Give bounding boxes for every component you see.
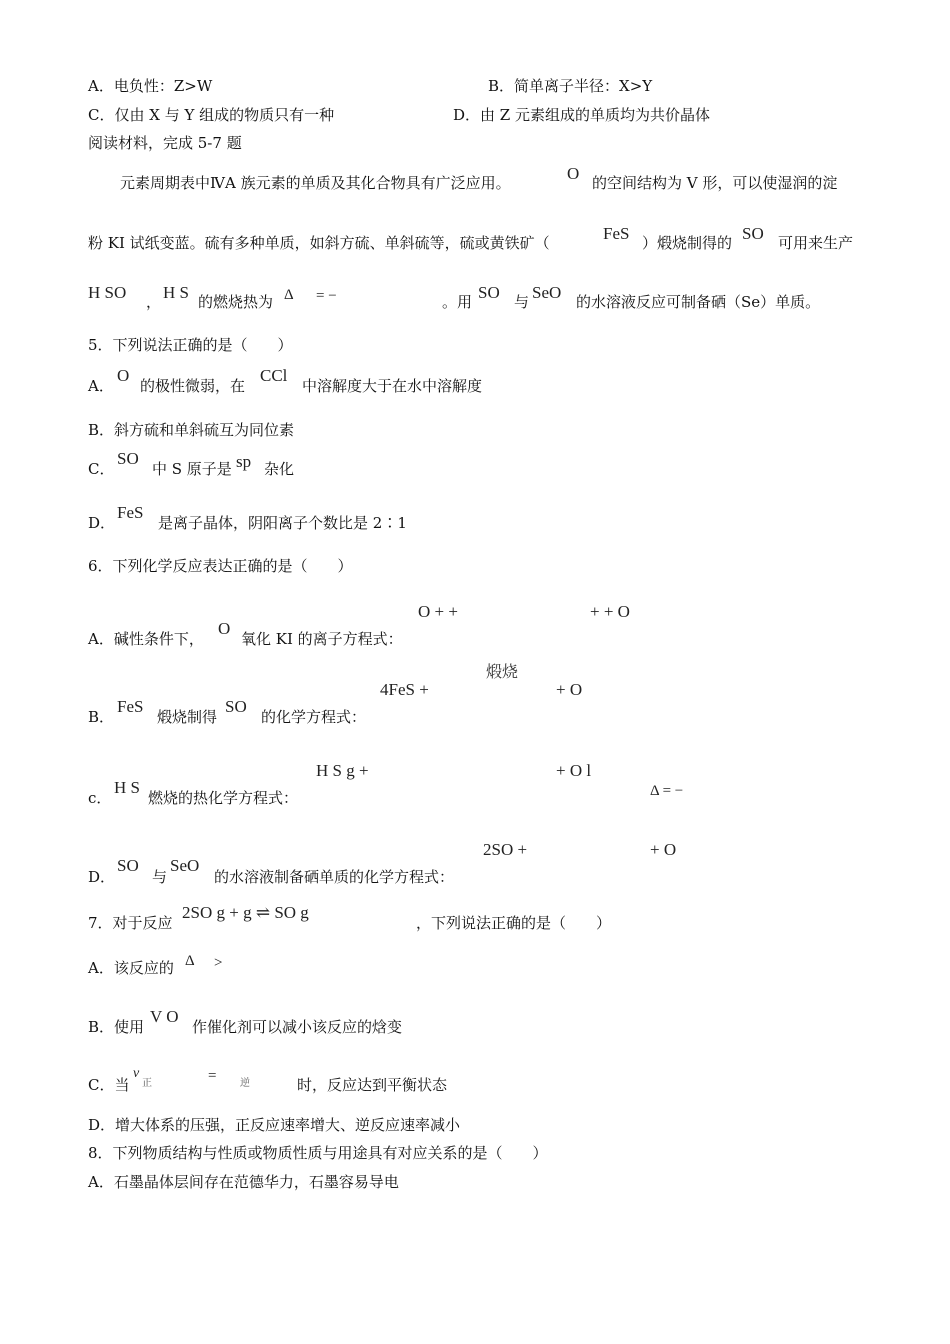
q7-b-text-b: 作催化剂可以减小该反应的焓变: [192, 1018, 403, 1036]
q6-c-text1: 燃烧的热化学方程式：: [148, 789, 299, 807]
formula-fes2-q5: FeS: [117, 503, 144, 522]
formula-eq-minus: = −: [316, 288, 337, 304]
q4-option-b: B．简单离子半径：X>Y: [488, 77, 653, 95]
q5-a-text1: 的极性微弱，在: [140, 377, 246, 395]
q7-b-text-a: B．使用: [88, 1018, 145, 1036]
q6-c-equation-right: + O l: [556, 761, 592, 780]
q6-d-text2: 的水溶液制备硒单质的化学方程式：: [214, 868, 455, 886]
formula-so2: SO: [742, 224, 764, 243]
q6-b-text2: 的化学方程式：: [261, 708, 367, 726]
q7-stem-a: 7．对于反应: [88, 914, 173, 932]
q6-a-equation-right: + + O: [590, 602, 630, 621]
formula-gt: >: [214, 955, 223, 971]
formula-seo2-q6d: SeO: [170, 856, 200, 875]
q6-b-condition: 煅烧: [486, 662, 519, 681]
formula-ccl4: CCl: [260, 366, 288, 385]
q6-b-label: B．: [88, 708, 115, 726]
q5-c-text2: 杂化: [264, 460, 295, 478]
q6-d-equation-left: 2SO +: [483, 840, 528, 859]
q7-option-a: A．该反应的: [88, 959, 174, 977]
q6-d-label: D．: [88, 868, 116, 886]
q5-d-text1: 是离子晶体，阴阳离子个数比是 2∶1: [158, 514, 407, 532]
q4-option-a: A．电负性：Z>W: [88, 77, 213, 95]
passage-line-2c: 可用来生产: [778, 234, 854, 252]
q5-a-label: A．: [88, 377, 114, 395]
passage-line-1b: 的空间结构为 V 形，可以使湿润的淀: [592, 174, 838, 192]
formula-h2s-q6: H S: [114, 778, 140, 797]
comma: ，: [146, 293, 162, 311]
q7-c-text-a: C．当: [88, 1076, 130, 1094]
q6-d-text1: 与: [152, 868, 168, 886]
formula-so2-b: SO: [478, 283, 500, 302]
q6-a-equation-left: O + +: [418, 602, 458, 621]
q6-b-text1: 煅烧制得: [157, 708, 218, 726]
passage-line-3c: 与: [514, 293, 530, 311]
q5-d-label: D．: [88, 514, 116, 532]
passage-line-3a: 的燃烧热为: [198, 293, 274, 311]
formula-o3-q5: O: [117, 366, 130, 385]
q5-a-text2: 中溶解度大于在水中溶解度: [302, 377, 483, 395]
formula-delta-h: Δ: [284, 287, 294, 303]
passage-line-1a: 元素周期表中ⅣA 族元素的单质及其化合物具有广泛应用。: [120, 174, 511, 192]
q6-a-text1: 氧化 KI 的离子方程式：: [241, 630, 403, 648]
formula-seo2: SeO: [532, 283, 562, 302]
passage-line-2a: 粉 KI 试纸变蓝。硫有多种单质，如斜方硫、单斜硫等，硫或黄铁矿（: [88, 234, 550, 252]
formula-delta-h-q7: Δ: [185, 953, 195, 969]
q6-c-label: c．: [88, 789, 112, 807]
q6-stem: 6．下列化学反应表达正确的是（ ）: [88, 557, 353, 575]
formula-v2o5: V O: [150, 1007, 179, 1026]
formula-h2so4: H SO: [88, 283, 127, 302]
q6-a-label: A．碱性条件下，: [88, 630, 204, 648]
formula-zheng: 正: [142, 1078, 152, 1089]
formula-v: v: [133, 1066, 140, 1081]
q5-c-label: C．: [88, 460, 115, 478]
formula-equals: =: [208, 1068, 217, 1084]
q6-c-equation-left: H S g +: [316, 761, 369, 780]
passage-line-2b: ）煅烧制得的: [642, 234, 733, 252]
formula-fes2-q6: FeS: [117, 697, 144, 716]
q8-option-a: A．石墨晶体层间存在范德华力，石墨容易导电: [88, 1173, 399, 1191]
formula-so2-q6d: SO: [117, 856, 139, 875]
q6-b-equation-left: 4FeS +: [380, 680, 429, 699]
q5-option-b: B．斜方硫和单斜硫互为同位素: [88, 421, 295, 439]
passage-line-3d: 的水溶液反应可制备硒（Se）单质。: [576, 293, 821, 311]
q6-c-delta-h: Δ = −: [650, 783, 684, 799]
passage-line-3b: 。用: [442, 293, 473, 311]
q4-option-d: D．由 Z 元素组成的单质均为共价晶体: [453, 106, 710, 124]
formula-fes2: FeS: [603, 224, 630, 243]
formula-o3-q6: O: [218, 619, 231, 638]
q7-option-d: D．增大体系的压强，正反应速率增大、逆反应速率减小: [88, 1116, 461, 1134]
q7-stem-b: ，下列说法正确的是（ ）: [416, 914, 612, 932]
formula-so3: SO: [117, 449, 139, 468]
q6-d-equation-right: + O: [650, 840, 677, 859]
q5-c-text1: 中 S 原子是: [152, 460, 232, 478]
formula-o3: O: [567, 164, 580, 183]
formula-sp: sp: [236, 452, 252, 471]
reading-intro: 阅读材料，完成 5-7 题: [88, 134, 242, 152]
q5-stem: 5．下列说法正确的是（ ）: [88, 336, 293, 354]
formula-h2s: H S: [163, 283, 189, 302]
q7-equation: 2SO g + g ⇌ SO g: [182, 903, 309, 922]
q4-option-c: C．仅由 X 与 Y 组成的物质只有一种: [88, 106, 335, 124]
formula-so2-q6: SO: [225, 697, 247, 716]
q7-c-text-b: 时，反应达到平衡状态: [297, 1076, 448, 1094]
q8-stem: 8．下列物质结构与性质或物质性质与用途具有对应关系的是（ ）: [88, 1144, 548, 1162]
q6-b-equation-right: + O: [556, 680, 583, 699]
formula-ni: 逆: [240, 1078, 250, 1089]
